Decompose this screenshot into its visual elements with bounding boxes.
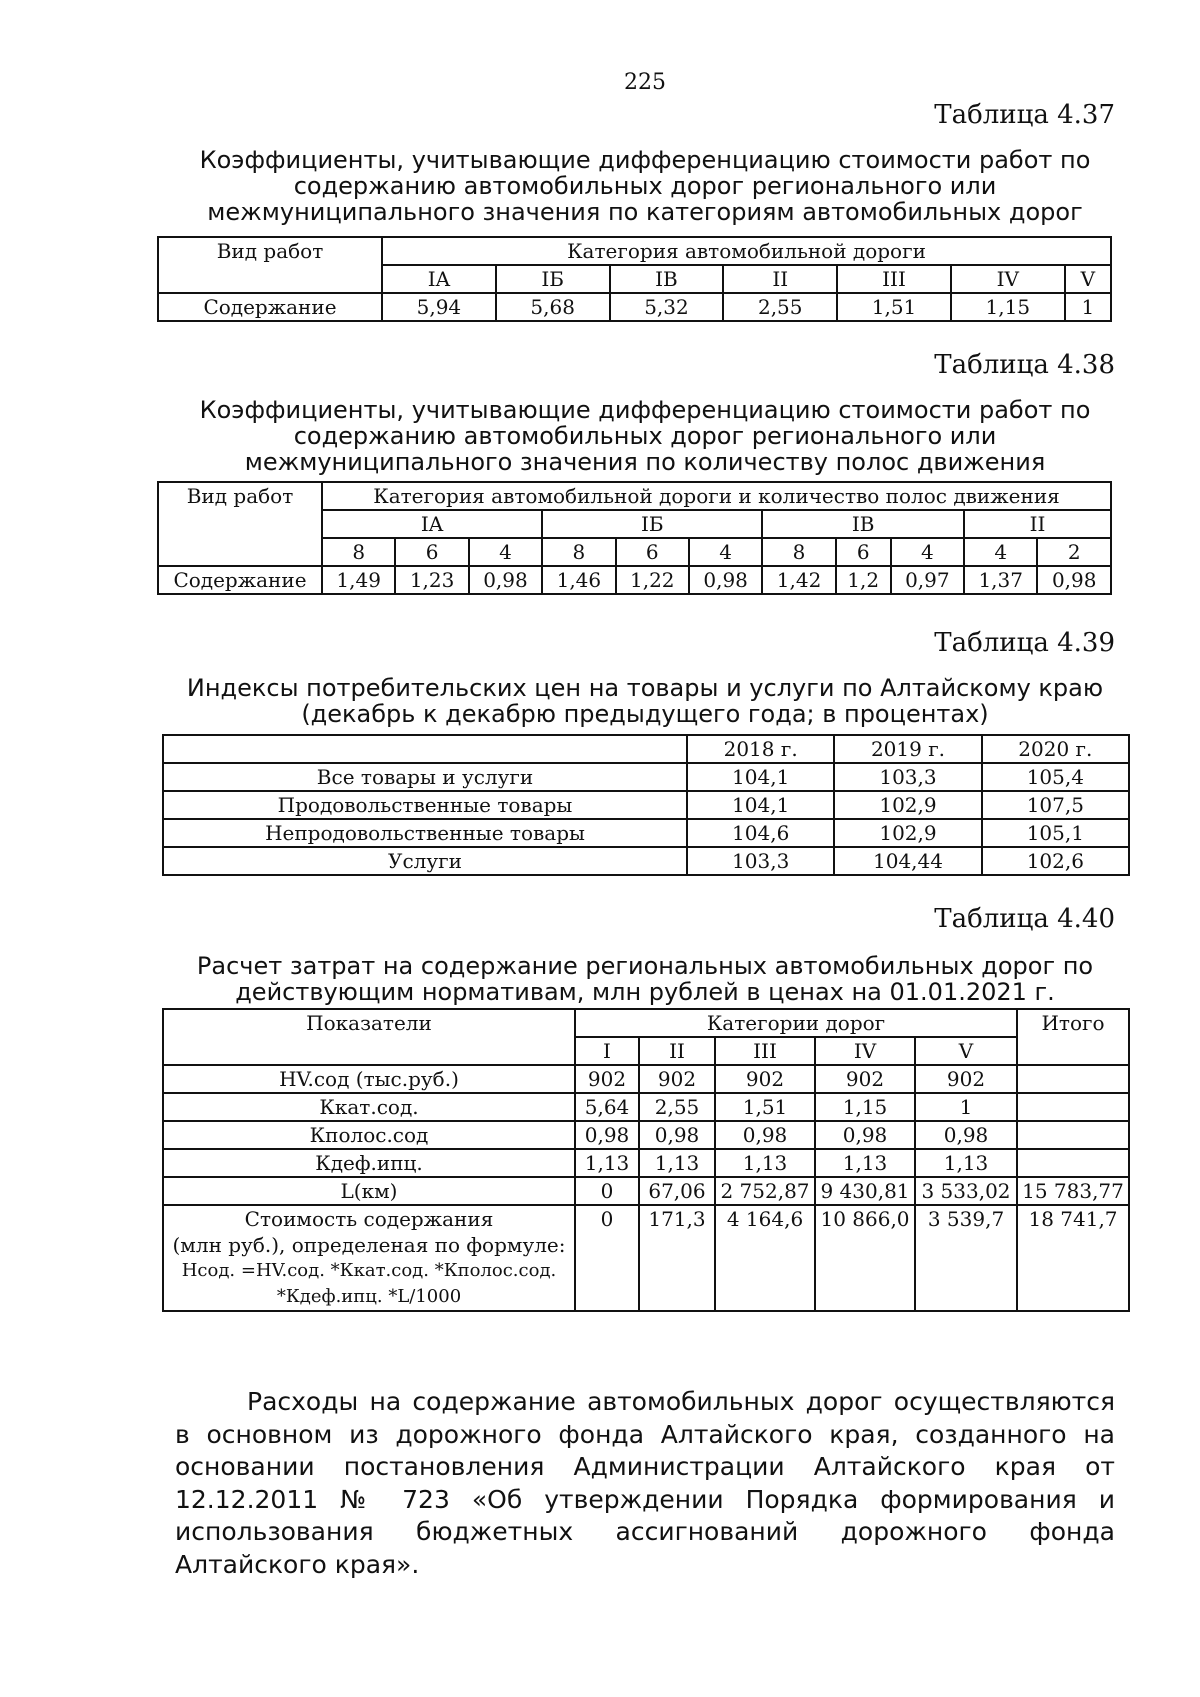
lanes-cell: 8: [762, 538, 835, 566]
value-cell: 1,13: [815, 1149, 915, 1177]
value-cell: 5,94: [382, 293, 496, 321]
category-cell: IA: [382, 265, 496, 293]
group-cell: II: [964, 510, 1111, 538]
table-row: [158, 293, 1111, 321]
lanes-cell: 8: [322, 538, 395, 566]
category-cell: V: [1065, 265, 1111, 293]
value-cell: 67,06: [639, 1177, 715, 1205]
value-cell: 104,1: [687, 791, 834, 819]
table-4-38-label: Таблица 4.38: [934, 350, 1115, 380]
value-cell: 1,22: [616, 566, 689, 594]
table-row: [163, 763, 1129, 791]
value-cell: 105,1: [982, 819, 1129, 847]
value-cell: 10 866,0: [815, 1205, 915, 1311]
lanes-cell: 6: [836, 538, 891, 566]
header-cell: Категории дорог: [575, 1009, 1017, 1037]
value-cell: 902: [815, 1065, 915, 1093]
value-cell: 0: [575, 1177, 639, 1205]
table-4-40-title: Расчет затрат на содержание региональных автомобильных дорог по действующим нормативам, млн рублей в ценах на 01.01.2021 г.: [196, 952, 1094, 1006]
paragraph-text: Расходы на содержание автомобильных дорог осуществляются в основном из дорожного фонда Алтайского края, созданного на основании постановления Администрации Алтайского края от 12.12.2011 № 723 «Об утверждении Порядка формирования и использования бюджетных ассигнований дорожного фонда Алтайского края».: [175, 1387, 1115, 1579]
value-cell: 102,6: [982, 847, 1129, 875]
group-cell: IБ: [542, 510, 762, 538]
row-label: Все товары и услуги: [163, 763, 687, 791]
value-cell: 105,4: [982, 763, 1129, 791]
lanes-cell: 4: [469, 538, 542, 566]
value-cell: 1,46: [542, 566, 615, 594]
total-cell: 15 783,77: [1017, 1177, 1129, 1205]
lanes-cell: 4: [891, 538, 964, 566]
value-cell: 4 164,6: [715, 1205, 815, 1311]
empty-header-cell: [163, 735, 687, 763]
row-label: Кдеф.ипц.: [163, 1149, 575, 1177]
total-cell: [1017, 1065, 1129, 1093]
lanes-cell: 4: [964, 538, 1037, 566]
table-4-37-label: Таблица 4.37: [934, 100, 1115, 130]
row-label: Непродовольственные товары: [163, 819, 687, 847]
lanes-cell: 8: [542, 538, 615, 566]
cost-label-line2: (млн руб.), определеная по формуле:: [172, 1233, 566, 1257]
value-cell: 5,32: [610, 293, 724, 321]
value-cell: 1,51: [837, 293, 951, 321]
category-cell: I: [575, 1037, 639, 1065]
row-label: Услуги: [163, 847, 687, 875]
value-cell: 1,23: [395, 566, 468, 594]
value-cell: 102,9: [834, 791, 981, 819]
table-4-38-title: Коэффициенты, учитывающие дифференциацию стоимости работ по содержанию автомобильных дорог регионального или межмуниципального значения по количеству полос движения: [199, 396, 1091, 476]
value-cell: 0,98: [469, 566, 542, 594]
value-cell: 902: [575, 1065, 639, 1093]
value-cell: 1,37: [964, 566, 1037, 594]
value-cell: 3 533,02: [915, 1177, 1017, 1205]
value-cell: 0,98: [715, 1121, 815, 1149]
total-cell: [1017, 1149, 1129, 1177]
table-4-37: [157, 236, 1112, 322]
table-4-37-title: Коэффициенты, учитывающие дифференциацию стоимости работ по содержанию автомобильных дорог регионального или межмуниципального значения по категориям автомобильных дорог: [199, 146, 1091, 226]
category-cell: II: [639, 1037, 715, 1065]
table-row: [163, 819, 1129, 847]
value-cell: 1,13: [715, 1149, 815, 1177]
header-cell: Вид работ: [158, 482, 322, 566]
value-cell: 1,13: [915, 1149, 1017, 1177]
row-label: Кполос.сод: [163, 1121, 575, 1149]
category-cell: IV: [815, 1037, 915, 1065]
row-label: Ккат.сод.: [163, 1093, 575, 1121]
page-number: 225: [624, 70, 666, 95]
total-cell: 18 741,7: [1017, 1205, 1129, 1311]
value-cell: 1: [915, 1093, 1017, 1121]
table-row: [158, 566, 1111, 594]
value-cell: 104,1: [687, 763, 834, 791]
value-cell: 1,13: [639, 1149, 715, 1177]
category-cell: II: [723, 265, 837, 293]
year-cell: 2018 г.: [687, 735, 834, 763]
value-cell: 902: [639, 1065, 715, 1093]
cost-label-line1: Стоимость содержания: [244, 1207, 494, 1231]
cost-formula-line1: Нсод. =HV.сод. *Ккат.сод. *Кполос.сод.: [181, 1260, 557, 1281]
value-cell: 107,5: [982, 791, 1129, 819]
value-cell: 1,51: [715, 1093, 815, 1121]
value-cell: 2 752,87: [715, 1177, 815, 1205]
table-row: [163, 791, 1129, 819]
category-cell: IV: [951, 265, 1065, 293]
value-cell: 0,98: [639, 1121, 715, 1149]
category-cell: III: [837, 265, 951, 293]
table-row: [163, 1177, 1129, 1205]
value-cell: 0,98: [689, 566, 762, 594]
value-cell: 2,55: [639, 1093, 715, 1121]
category-cell: IБ: [496, 265, 610, 293]
table-4-39: [162, 734, 1130, 876]
total-cell: [1017, 1093, 1129, 1121]
value-cell: 103,3: [687, 847, 834, 875]
table-4-39-label: Таблица 4.39: [934, 628, 1115, 658]
year-cell: 2020 г.: [982, 735, 1129, 763]
table-4-40-label: Таблица 4.40: [934, 904, 1115, 934]
table-row: [163, 1065, 1129, 1093]
category-cell: III: [715, 1037, 815, 1065]
value-cell: 9 430,81: [815, 1177, 915, 1205]
value-cell: 902: [915, 1065, 1017, 1093]
body-paragraph: [175, 1386, 1115, 1581]
lanes-cell: 6: [616, 538, 689, 566]
cost-formula-line2: *Кдеф.ипц. *L/1000: [276, 1286, 462, 1307]
lanes-cell: 6: [395, 538, 468, 566]
value-cell: 0,97: [891, 566, 964, 594]
value-cell: 0,98: [915, 1121, 1017, 1149]
table-row: [163, 1121, 1129, 1149]
year-cell: 2019 г.: [834, 735, 981, 763]
table-row: [163, 1093, 1129, 1121]
value-cell: 5,64: [575, 1093, 639, 1121]
value-cell: 3 539,7: [915, 1205, 1017, 1311]
value-cell: 104,6: [687, 819, 834, 847]
table-4-40: [162, 1008, 1130, 1312]
row-label: Содержание: [158, 566, 322, 594]
value-cell: 103,3: [834, 763, 981, 791]
header-cell: Категория автомобильной дороги: [382, 237, 1111, 265]
group-cell: IB: [762, 510, 964, 538]
lanes-cell: 4: [689, 538, 762, 566]
total-cell: [1017, 1121, 1129, 1149]
value-cell: 5,68: [496, 293, 610, 321]
category-cell: IB: [610, 265, 724, 293]
header-cell: Показатели: [163, 1009, 575, 1065]
value-cell: 1: [1065, 293, 1111, 321]
row-label: HV.сод (тыс.руб.): [163, 1065, 575, 1093]
value-cell: 104,44: [834, 847, 981, 875]
cost-label-cell: [163, 1205, 575, 1311]
row-label: L(км): [163, 1177, 575, 1205]
value-cell: 1,42: [762, 566, 835, 594]
value-cell: 902: [715, 1065, 815, 1093]
table-row: [163, 1205, 1129, 1311]
value-cell: 0,98: [1037, 566, 1111, 594]
value-cell: 171,3: [639, 1205, 715, 1311]
value-cell: 102,9: [834, 819, 981, 847]
value-cell: 1,15: [815, 1093, 915, 1121]
value-cell: 0: [575, 1205, 639, 1311]
value-cell: 1,49: [322, 566, 395, 594]
value-cell: 1,13: [575, 1149, 639, 1177]
value-cell: 2,55: [723, 293, 837, 321]
value-cell: 1,15: [951, 293, 1065, 321]
value-cell: 0,98: [815, 1121, 915, 1149]
value-cell: 0,98: [575, 1121, 639, 1149]
category-cell: V: [915, 1037, 1017, 1065]
group-cell: IA: [322, 510, 542, 538]
table-row: [163, 1149, 1129, 1177]
row-label: Содержание: [158, 293, 382, 321]
value-cell: 1,2: [836, 566, 891, 594]
header-cell: Итого: [1017, 1009, 1129, 1065]
table-row: [163, 847, 1129, 875]
header-cell: Категория автомобильной дороги и количество полос движения: [322, 482, 1111, 510]
table-4-39-title: Индексы потребительских цен на товары и услуги по Алтайскому краю (декабрь к декабрю предыдущего года; в процентах): [186, 674, 1104, 728]
table-4-38: [157, 481, 1112, 595]
header-cell: Вид работ: [158, 237, 382, 293]
lanes-cell: 2: [1037, 538, 1111, 566]
row-label: Продовольственные товары: [163, 791, 687, 819]
